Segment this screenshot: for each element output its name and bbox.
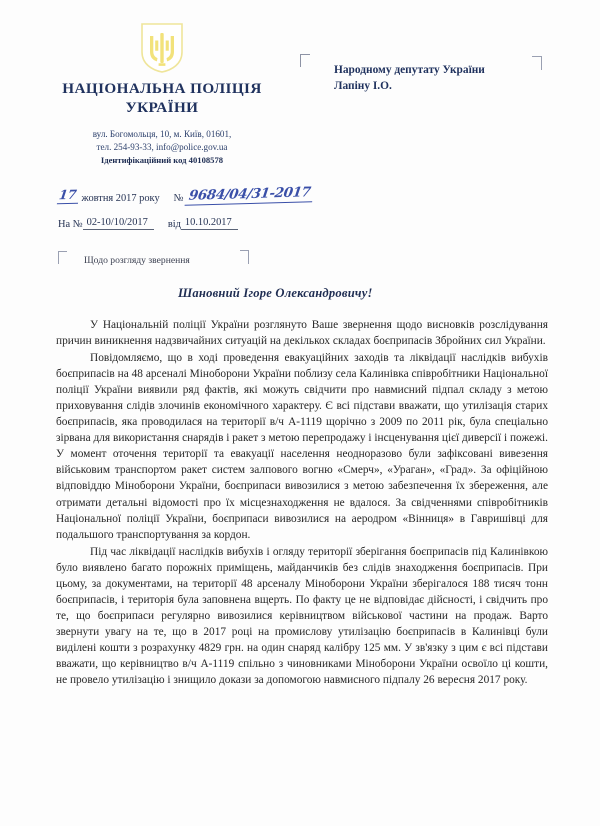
registration-block (58, 186, 388, 230)
address-line: вул. Богомольця, 10, м. Київ, 01601, (92, 129, 232, 140)
subject-text: Щодо розгляду звернення (84, 255, 190, 266)
letterhead (36, 22, 288, 167)
subject-corner-bracket-right-icon (240, 250, 249, 264)
subject-block (58, 255, 308, 267)
organization-title (36, 80, 288, 117)
incoming-reference-line (58, 217, 388, 230)
body-paragraph: У Національній поліції України розглянуто Ваше звернення щодо висновків розслідування причин виникнення надзвичайних ситуацій на декількох складах боєприпасів Збройних сил України. (56, 319, 548, 348)
corner-bracket-right-icon (532, 56, 542, 70)
outgoing-registration-line (58, 186, 388, 204)
subject-corner-bracket-left-icon (58, 251, 67, 264)
organization-title-line2: УКРАЇНИ (125, 98, 199, 116)
outgoing-date-handwritten: 17 (57, 187, 80, 205)
phone-email-line: тел. 254-93-33, info@police.gov.ua (96, 142, 228, 153)
salutation: Шановний Ігоре Олександровичу! (178, 286, 373, 300)
number-label: № (173, 193, 184, 204)
from-label: від (167, 219, 181, 230)
outgoing-date-rest: жовтня 2017 року (81, 193, 160, 204)
contact-block (36, 128, 288, 167)
corner-bracket-left-icon (300, 54, 310, 67)
reply-to-value: 02-10/10/2017 (83, 217, 154, 230)
letter-body (56, 317, 548, 688)
addressee-line2: Лапіну І.О. (334, 80, 392, 93)
addressee-block (300, 62, 580, 94)
organization-title-line1: НАЦІОНАЛЬНА ПОЛІЦІЯ (62, 80, 262, 97)
body-paragraph: Повідомляємо, що в ході проведення евакуаційних заходів та ліквідації наслідків вибухів боєприпасів на 48 арсеналі Міноборони України поблизу села Калинівка співробітники Національної поліції України виявили ряд фактів, які можуть свідчити про навмисний підпал складу з метою приховування слідів злочинів економічного характеру. Є всі підстави вважати, що утилізація старих боєприпасів, яка проводилася на території в/ч А-1119 щорічно з 2009 по 2011 рік, була спеціально зірвана для використання снарядів і ракет з метою перепродажу і інсценування цієї диверсії і пожежі. У момент оточення території та евакуації населення неодноразово були зафіксовані вивезення військовим транспортом ракет систем залпового вогню «Смерч», «Ураган», «Град». За офіційною відповіддю Міноборони України, боєприпаси вивозилися з метою забезпечення їх збереження, але отримати детальні відомості про їх місцезнаходження не вдалося. За свідченнями співробітників Національної поліції України, боєприпаси вивозилися на аеродром «Вінниця» в Гавришівці для подальшого транспортування за кордон. (56, 352, 548, 541)
from-value: 10.10.2017 (181, 217, 238, 230)
identification-code: Ідентифікаційний код 40108578 (100, 155, 224, 166)
addressee-line1: Народному депутату України (334, 64, 485, 76)
body-paragraph: Під час ліквідації наслідків вибухів і огляду території зберігання боєприпасів під Калинівкою було виявлено багато порожніх приміщень, майданчиків без слідів знаходження боєприпасів. При цьому, за документами, на території 48 арсеналу Міноборони України зберігалося 188 тисяч тонн боєприпасів, і територія була заповнена вщерть. По факту це не відповідає дійсності, і свідчить про те, що боєприпаси регулярно вивозилися керівництвом військової частини на продаж. Варто звернути увагу на те, що в 2017 році на промислову утилізацію боєприпасів в Калинівці були виділені кошти з розрахунку 4829 грн. на один снаряд калібру 125 мм. У зв'язку з цим є всі підстави вважати, що керівництво в/ч А-1119 спільно з чиновниками Міноборони України освоїло ці кошти, не провело утилізацію і знищило докази за допомогою навмисного підпалу 26 вересня 2017 року. (56, 545, 548, 687)
outgoing-number-handwritten: 9684/04/31-2017 (184, 184, 314, 206)
ukraine-trident-emblem (140, 22, 184, 74)
reply-to-label: На № (58, 219, 83, 230)
